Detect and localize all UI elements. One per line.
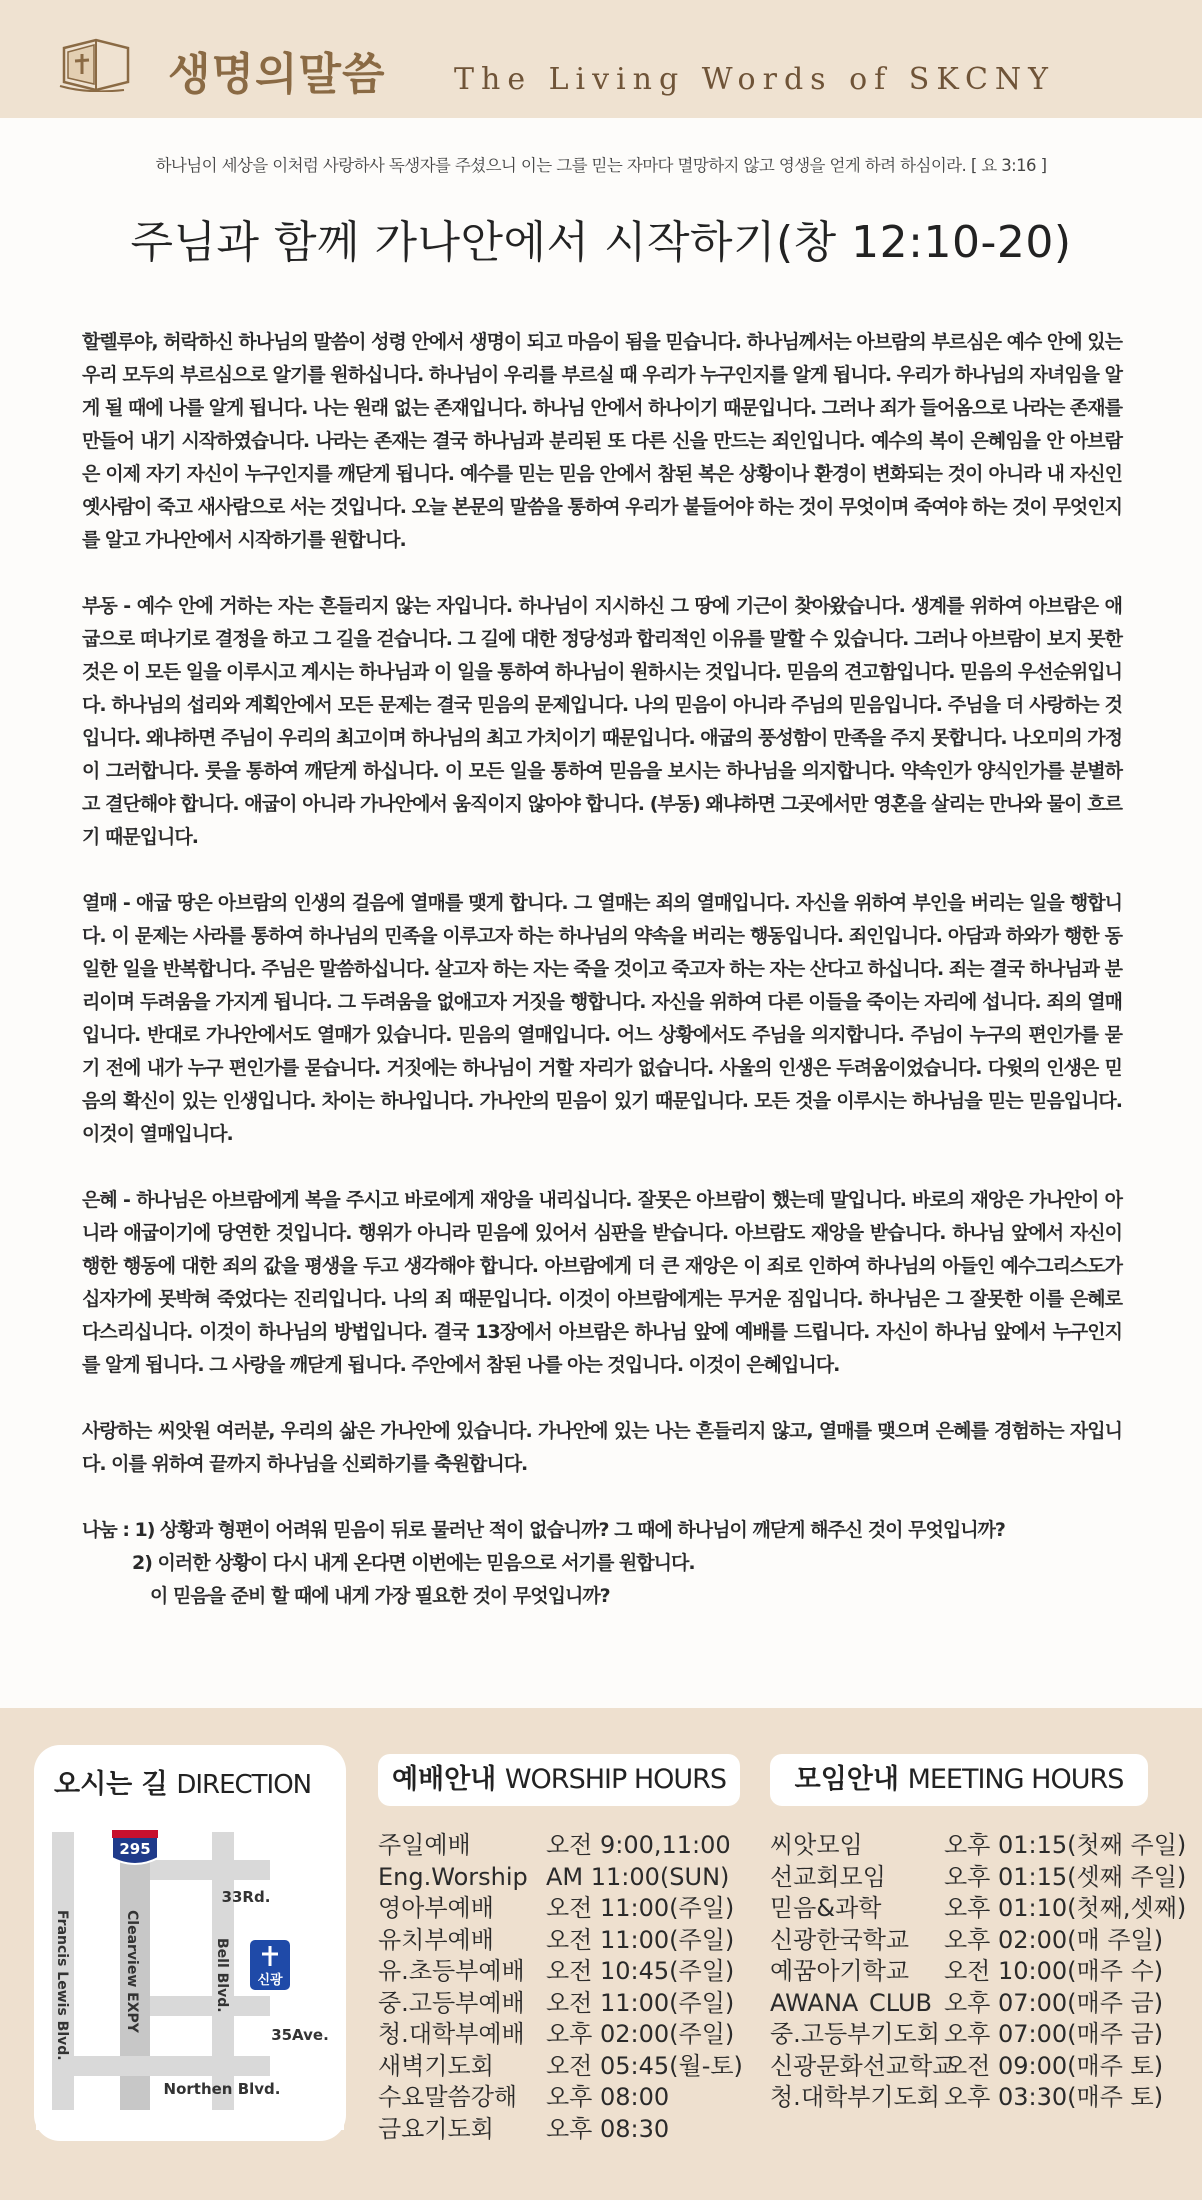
direction-title-en: DIRECTION bbox=[176, 1770, 312, 1800]
worship-row bbox=[378, 1893, 743, 1925]
road-northen bbox=[52, 2056, 270, 2076]
worship-row bbox=[378, 1830, 743, 1862]
meeting-time: 오후 07:00(매주 금) bbox=[944, 1988, 1164, 2017]
worship-time: 오후 08:00 bbox=[546, 2083, 670, 2111]
worship-time: 오전 11:00(주일) bbox=[546, 1894, 735, 1922]
meeting-schedule bbox=[770, 1830, 1186, 2114]
header-banner bbox=[0, 0, 1202, 118]
label-bell: Bell Blvd. bbox=[214, 1938, 230, 2013]
worship-label: 영아부예배 bbox=[378, 1894, 494, 1922]
meeting-label: 믿음&과학 bbox=[770, 1894, 882, 1922]
page-title-english: The Living Words of SKCNY bbox=[454, 62, 1055, 97]
highway-number: 295 bbox=[119, 1840, 151, 1858]
direction-map bbox=[36, 1820, 344, 2130]
meeting-title-ko: 모임안내 bbox=[794, 1764, 899, 1795]
label-35ave: 35Ave. bbox=[271, 2026, 329, 2044]
label-northen: Northen Blvd. bbox=[163, 2080, 281, 2098]
sharing-line-1: 나눔 : 1) 상황과 형편이 어려워 믿음이 뒤로 물러난 적이 없습니까? 그 때에 하나님이 깨닫게 해주신 것이 무엇입니까? bbox=[82, 1519, 1005, 1541]
road-35ave bbox=[150, 1996, 270, 2016]
meeting-label: 신광문화선교학교 bbox=[770, 2051, 956, 2080]
direction-heading bbox=[54, 1762, 311, 1801]
meeting-row bbox=[770, 1862, 1186, 1894]
worship-label: 수요말씀강해 bbox=[378, 2083, 518, 2111]
label-francis-lewis: Francis Lewis Blvd. bbox=[54, 1910, 70, 2061]
direction-title-ko: 오시는 길 bbox=[54, 1769, 168, 1800]
sermon-body bbox=[82, 326, 1122, 1613]
meeting-label: AWANA CLUB bbox=[770, 1988, 932, 2017]
bible-icon bbox=[58, 34, 132, 92]
worship-row bbox=[378, 1956, 743, 1988]
sermon-title: 주님과 함께 가나안에서 시작하기(창 12:10-20) bbox=[130, 217, 1072, 268]
worship-label: 유치부예배 bbox=[378, 1925, 494, 1954]
worship-row bbox=[378, 1862, 743, 1894]
worship-label: 새벽기도회 bbox=[378, 2051, 494, 2080]
meeting-label: 중.고등부기도회 bbox=[770, 2020, 940, 2048]
worship-label: Eng.Worship bbox=[378, 1862, 528, 1891]
worship-time: 오전 11:00(주일) bbox=[546, 1988, 735, 2017]
meeting-row bbox=[770, 1830, 1186, 1862]
paragraph-closing: 사랑하는 씨앗원 여러분, 우리의 삶은 가나안에 있습니다. 가나안에 있는 나는 흔들리지 않고, 열매를 맺으며 은혜를 경험하는 자입니다. 이를 위하여 끝까지 하나님을 신뢰하기를 축원합니다. bbox=[82, 1420, 1122, 1475]
worship-time: 오후 08:30 bbox=[546, 2114, 670, 2143]
worship-title-en: WORSHIP HOURS bbox=[504, 1764, 727, 1795]
worship-row bbox=[378, 2114, 743, 2146]
worship-label: 금요기도회 bbox=[378, 2114, 494, 2143]
worship-row bbox=[378, 1925, 743, 1957]
worship-time: 오전 9:00,11:00 bbox=[546, 1831, 731, 1859]
meeting-row bbox=[770, 1988, 1186, 2020]
paragraph-grace: 은혜 - 하나님은 아브람에게 복을 주시고 바로에게 재앙을 내리십니다. 잘못은 아브람이 했는데 말입니다. 바로의 재앙은 가나안이 아니라 애굽이기에 당연한 것입니다. 행위가 아니라 믿음에 있어서 심판을 받습니다. 아브람도 재앙을 받습니다. 하나님 앞에서 자신이 행한 행동에 대한 죄의 값을 평생을 두고 생각해야 합니다. 아브람에게 더 큰 재앙은 이 죄로 인하여 하나님의 아들인 예수그리스도가 십자가에 못박혀 죽었다는 진리입니다. 나의 죄 때문입니다. 이것이 아브람에게는 무거운 짐입니다. 하나님은 그 잘못한 이를 은혜로 다스리십니다. 이것이 하나님의 방법입니다. 결국 13장에서 아브람은 하나님 앞에 예배를 드립니다. 자신이 하나님 앞에서 누구인지를 알게 됩니다. 그 사랑을 깨닫게 됩니다. 주안에서 참된 나를 아는 것입니다. 이것이 은혜입니다. bbox=[82, 1189, 1122, 1376]
meeting-time: 오후 01:15(첫째 주일) bbox=[944, 1831, 1187, 1859]
worship-row bbox=[378, 2082, 743, 2114]
meeting-title-en: MEETING HOURS bbox=[907, 1764, 1124, 1795]
worship-schedule bbox=[378, 1830, 743, 2145]
church-label: 신광 bbox=[257, 1973, 283, 1988]
meeting-time: 오후 03:30(매주 토) bbox=[944, 2083, 1164, 2111]
meeting-label: 예꿈아기학교 bbox=[770, 1957, 910, 1985]
meeting-heading bbox=[770, 1754, 1148, 1806]
meeting-row bbox=[770, 2051, 1186, 2083]
worship-time: AM 11:00(SUN) bbox=[546, 1862, 730, 1891]
worship-time: 오전 10:45(주일) bbox=[546, 1957, 735, 1985]
meeting-row bbox=[770, 1893, 1186, 1925]
sharing-line-2: 2) 이러한 상황이 다시 내게 온다면 이번에는 믿음으로 서기를 원합니다. bbox=[132, 1552, 695, 1574]
worship-row bbox=[378, 2051, 743, 2083]
worship-time: 오전 05:45(월-토) bbox=[546, 2051, 743, 2080]
meeting-row bbox=[770, 2082, 1186, 2114]
worship-title-ko: 예배안내 bbox=[391, 1764, 497, 1795]
page-title-korean: 생명의말씀 bbox=[168, 49, 386, 100]
meeting-label: 선교회모임 bbox=[770, 1862, 886, 1891]
meeting-time: 오전 10:00(매주 수) bbox=[944, 1957, 1164, 1985]
sharing-questions bbox=[82, 1514, 1122, 1613]
scripture-verse: 하나님이 세상을 이처럼 사랑하사 독생자를 주셨으니 이는 그를 믿는 자마다 멸망하지 않고 영생을 얻게 하려 하심이라. [ 요 3:16 ] bbox=[155, 156, 1047, 175]
meeting-row bbox=[770, 2019, 1186, 2051]
paragraph-fruit: 열매 - 애굽 땅은 아브람의 인생의 걸음에 열매를 맺게 합니다. 그 열매는 죄의 열매입니다. 자신을 위하여 부인을 버리는 일을 행합니다. 이 문제는 사라를 통하여 하나님의 민족을 이루고자 하는 하나님의 약속을 버리는 행동입니다. 죄인입니다. 아담과 하와가 행한 동일한 일을 반복합니다. 주님은 말씀하십니다. 살고자 하는 자는 죽을 것이고 죽고자 하는 자는 산다고 하십니다. 죄는 결국 하나님과 분리이며 두려움을 가지게 됩니다. 그 두려움을 없애고자 거짓을 행합니다. 자신을 위하여 다른 이들을 죽이는 자리에 섭니다. 죄의 열매입니다. 반대로 가나안에서도 열매가 있습니다. 믿음의 열매입니다. 어느 상황에서도 주님을 의지합니다. 주님이 누구의 편인가를 묻기 전에 내가 누구 편인가를 묻습니다. 거짓에는 하나님이 거할 자리가 없습니다. 사울의 인생은 두려움이었습니다. 다윗의 인생은 믿음의 확신이 있는 인생입니다. 차이는 하나입니다. 가나안의 믿음이 있기 때문입니다. 모든 것을 이루시는 하나님을 믿는 믿음입니다. 이것이 열매입니다. bbox=[82, 892, 1122, 1145]
meeting-row bbox=[770, 1925, 1186, 1957]
worship-row bbox=[378, 2019, 743, 2051]
worship-time: 오전 11:00(주일) bbox=[546, 1925, 735, 1954]
sharing-line-3: 이 믿음을 준비 할 때에 내게 가장 필요한 것이 무엇입니까? bbox=[150, 1585, 610, 1607]
worship-row bbox=[378, 1988, 743, 2020]
meeting-time: 오후 02:00(매 주일) bbox=[944, 1925, 1164, 1954]
meeting-label: 신광한국학교 bbox=[770, 1925, 910, 1954]
meeting-time: 오후 01:15(셋째 주일) bbox=[944, 1862, 1187, 1891]
worship-label: 청.대학부예배 bbox=[378, 2020, 525, 2048]
meeting-row bbox=[770, 1956, 1186, 1988]
label-clearview: Clearview EXPY bbox=[124, 1910, 140, 2033]
meeting-time: 오후 07:00(매주 금) bbox=[944, 2020, 1164, 2048]
paragraph-intro: 할렐루야, 허락하신 하나님의 말씀이 성령 안에서 생명이 되고 마음이 됨을 믿습니다. 하나님께서는 아브람의 부르심은 예수 안에 있는 우리 모두의 부르심으로 알기를 원하십니다. 하나님이 우리를 부르실 때 우리가 누구인지를 알게 됩니다. 우리가 하나님의 자녀임을 알게 될 때에 나를 알게 됩니다. 나는 원래 없는 존재입니다. 하나님 안에서 하나이기 때문입니다. 그러나 죄가 들어옴으로 나라는 존재를 만들어 내기 시작하였습니다. 나라는 존재는 결국 하나님과 분리된 또 다른 신을 만드는 죄인입니다. 예수의 복이 은혜임을 안 아브람은 이제 자기 자신이 누구인지를 깨닫게 됩니다. 예수를 믿는 믿음 안에서 참된 복은 상황이나 환경이 변화되는 것이 아니라 내 자신인 옛사람이 죽고 새사람으로 서는 것입니다. 오늘 본문의 말씀을 통하여 우리가 붙들어야 하는 것이 무엇이며 죽여야 하는 것이 무엇인지를 알고 가나안에서 시작하기를 원합니다. bbox=[82, 331, 1122, 551]
label-33rd: 33Rd. bbox=[221, 1888, 271, 1906]
worship-label: 중.고등부예배 bbox=[378, 1988, 525, 2017]
paragraph-steadfast: 부동 - 예수 안에 거하는 자는 흔들리지 않는 자입니다. 하나님이 지시하신 그 땅에 기근이 찾아왔습니다. 생계를 위하여 아브람은 애굽으로 떠나기로 결정을 하고 그 길을 걷습니다. 그 길에 대한 정당성과 합리적인 이유를 말할 수 있습니다. 그러나 아브람이 보지 못한 것은 이 모든 일을 이루시고 계시는 하나님과 이 일을 통하여 하나님이 원하시는 것입니다. 믿음의 견고함입니다. 믿음의 우선순위입니다. 하나님의 섭리와 계획안에서 모든 문제는 결국 믿음의 문제입니다. 나의 믿음이 아니라 주님의 믿음입니다. 주님을 더 사랑하는 것입니다. 왜냐하면 주님이 우리의 최고이며 하나님의 최고 가치이기 때문입니다. 애굽의 풍성함이 만족을 주지 못합니다. 나오미의 가정이 그러합니다. 룻을 통하여 깨닫게 하십니다. 이 모든 일을 통하여 믿음을 보시는 하나님을 의지합니다. 약속인가 양식인가를 분별하고 결단해야 합니다. 애굽이 아니라 가나안에서 움직이지 않아야 합니다. (부동) 왜냐하면 그곳에서만 영혼을 살리는 만나와 물이 흐르기 때문입니다. bbox=[82, 595, 1122, 848]
worship-time: 오후 02:00(주일) bbox=[546, 2020, 735, 2048]
meeting-label: 청.대학부기도회 bbox=[770, 2083, 940, 2111]
meeting-label: 씨앗모임 bbox=[770, 1831, 863, 1859]
meeting-time: 오전 09:00(매주 토) bbox=[944, 2051, 1164, 2080]
worship-label: 유.초등부예배 bbox=[378, 1957, 525, 1985]
road-33rd bbox=[150, 1860, 270, 1880]
worship-heading bbox=[378, 1754, 740, 1806]
meeting-time: 오후 01:10(첫째,셋째) bbox=[944, 1894, 1187, 1922]
worship-label: 주일예배 bbox=[378, 1831, 471, 1859]
